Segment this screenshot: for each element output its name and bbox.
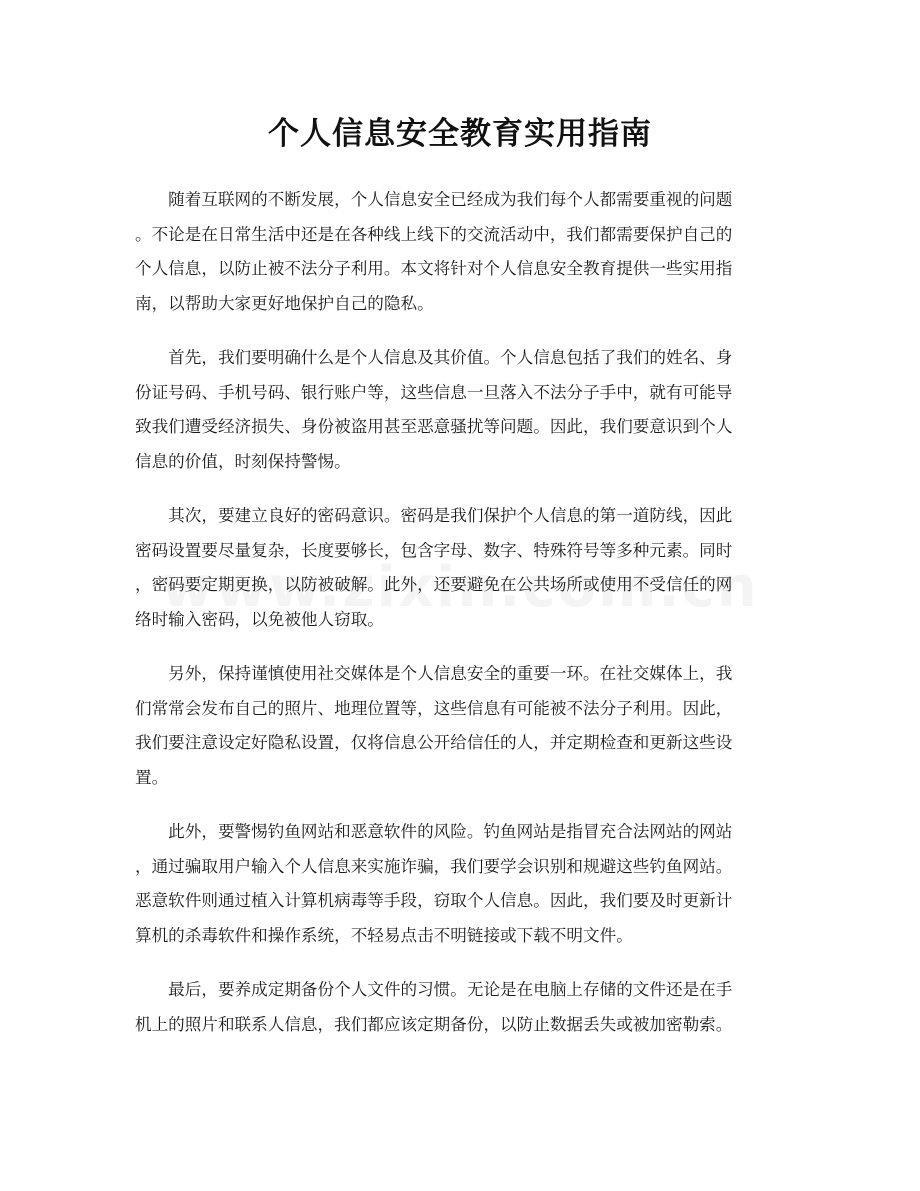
paragraph-line: 其次，要建立良好的密码意识。密码是我们保护个人信息的第一道防线，因此 [135,506,733,525]
paragraph-line: ，密码要定期更换，以防被破解。此外，还要避免在公共场所或使用不受信任的网 [135,575,733,594]
paragraph-1 [135,183,785,321]
paragraph-line: 份证号码、手机号码、银行账户等，这些信息一旦落入不法分子手中，就有可能导 [135,382,733,402]
paragraph-line: 算机的杀毒软件和操作系统，不轻易点击不明链接或下载不明文件。 [135,925,633,945]
paragraph-line: 另外，保持谨慎使用社交媒体是个人信息安全的重要一环。在社交媒体上，我 [135,664,733,683]
paragraph-line: 我们要注意设定好隐私设置，仅将信息公开给信任的人，并定期检查和更新这些设 [135,733,733,752]
paragraph-2 [135,341,785,479]
paragraph-line: 致我们遭受经济损失、身份被盗用甚至恶意骚扰等问题。因此，我们要意识到个人 [135,417,733,436]
paragraph-line: 首先，我们要明确什么是个人信息及其价值。个人信息包括了我们的姓名、身 [135,348,733,367]
paragraph-line: 信息的价值，时刻保持警惕。 [135,451,351,471]
paragraph-line: 随着互联网的不断发展，个人信息安全已经成为我们每个人都需要重视的问题 [135,190,733,209]
paragraph-line: 此外，要警惕钓鱼网站和恶意软件的风险。钓鱼网站是指冒充合法网站的网站 [135,822,733,841]
paragraph-line: 们常常会发布自己的照片、地理位置等，这些信息有可能被不法分子利用。因此， [135,698,733,718]
paragraph-line: 络时输入密码，以免被他人窃取。 [135,609,384,629]
paragraph-line: 置。 [135,767,169,787]
paragraph-3 [135,499,785,637]
paragraph-4 [135,657,785,795]
document-title: 个人信息安全教育实用指南 [268,116,652,152]
paragraph-line: 南，以帮助大家更好地保护自己的隐私。 [135,293,434,313]
paragraph-line: 机上的照片和联系人信息，我们都应该定期备份，以防止数据丢失或被加密勒索。 [135,1014,733,1034]
paragraph-line: 。不论是在日常生活中还是在各种线上线下的交流活动中，我们都需要保护自己的 [135,224,733,244]
paragraph-line: 最后，要养成定期备份个人文件的习惯。无论是在电脑上存储的文件还是在手 [135,980,733,999]
paragraph-line: 密码设置要尽量复杂，长度要够长，包含字母、数字、特殊符号等多种元素。同时 [135,540,733,560]
paragraph-6 [135,973,785,1042]
paragraph-5 [135,815,785,953]
document-body [135,183,785,1062]
paragraph-line: 恶意软件则通过植入计算机病毒等手段，窃取个人信息。因此，我们要及时更新计 [135,891,733,910]
paragraph-line: 个人信息，以防止被不法分子利用。本文将针对个人信息安全教育提供一些实用指 [135,259,733,278]
paragraph-line: ，通过骗取用户输入个人信息来实施诈骗，我们要学会识别和规避这些钓鱼网站。 [135,856,733,876]
